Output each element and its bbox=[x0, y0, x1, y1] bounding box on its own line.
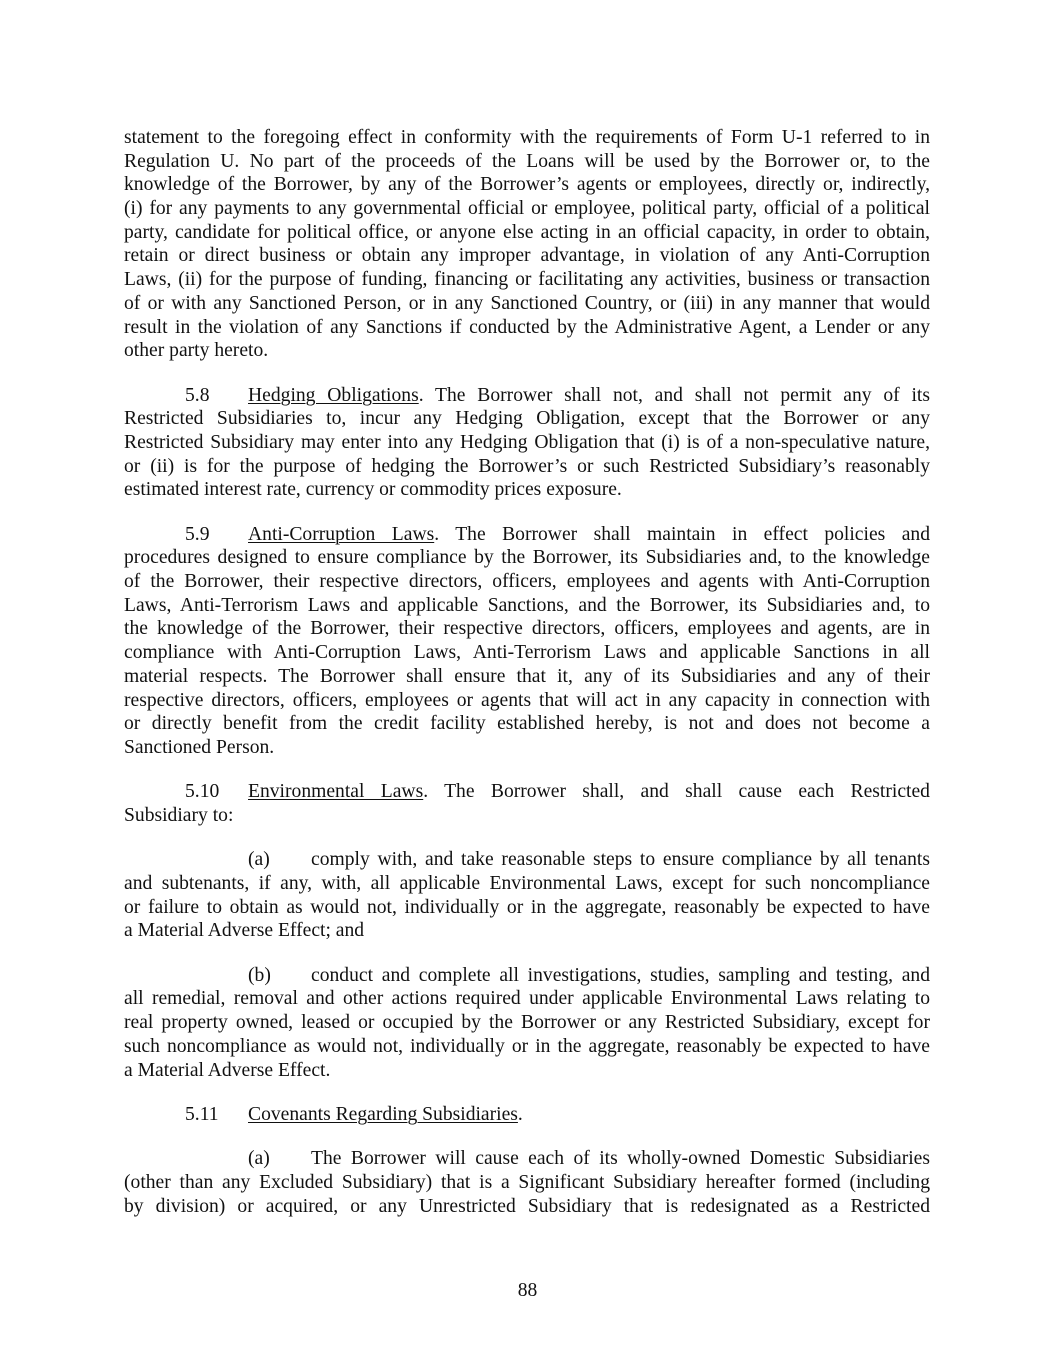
line-text: The Borrower will cause each of its wholly-owned Domestic Subsidiaries bbox=[311, 1148, 930, 1170]
clause-label: (a) bbox=[248, 849, 270, 871]
text-line bbox=[124, 1103, 930, 1127]
text-line bbox=[124, 523, 930, 547]
section-heading: Hedging Obligations bbox=[248, 384, 419, 406]
text-line: the knowledge of the Borrower, their respective directors, officers, employees and agents, are in bbox=[124, 618, 930, 640]
text-line: material respects. The Borrower shall ensure that it, any of its Subsidiaries and any of their bbox=[124, 665, 930, 687]
section-heading: Anti-Corruption Laws bbox=[248, 523, 435, 545]
text-line: result in the violation of any Sanctions if conducted by the Administrative Agent, a Lender or any bbox=[124, 316, 930, 338]
body-paragraph bbox=[124, 126, 930, 363]
text-line: procedures designed to ensure compliance by the Borrower, its Subsidiaries and, to the knowledge bbox=[124, 547, 930, 569]
text-line bbox=[124, 780, 930, 804]
text-line bbox=[124, 964, 930, 988]
line-text: . bbox=[517, 1103, 523, 1125]
clause-paragraph bbox=[124, 964, 930, 1082]
text-line: other party hereto. bbox=[124, 340, 269, 362]
document-body bbox=[124, 126, 930, 1239]
clause-label: (a) bbox=[248, 1148, 270, 1170]
text-line: estimated interest rate, currency or commodity prices exposure. bbox=[124, 479, 622, 501]
text-line: or (ii) is for the purpose of hedging the Borrower’s or such Restricted Subsidiary’s reasonably bbox=[124, 455, 930, 477]
text-line: (i) for any payments to any governmental official or employee, political party, official of a political bbox=[124, 198, 930, 220]
line-text: comply with, and take reasonable steps to ensure compliance by all tenants bbox=[311, 849, 930, 871]
text-line bbox=[124, 1147, 930, 1171]
section-heading-line bbox=[248, 524, 930, 545]
text-line: respective directors, officers, employees or agents that will act in any capacity in connection with bbox=[124, 689, 930, 711]
text-line: a Material Adverse Effect; and bbox=[124, 920, 365, 942]
text-line: (other than any Excluded Subsidiary) that is a Significant Subsidiary hereafter formed (including bbox=[124, 1171, 930, 1193]
text-line: Subsidiary to: bbox=[124, 804, 234, 826]
text-line: a Material Adverse Effect. bbox=[124, 1059, 331, 1081]
line-text: conduct and complete all investigations, studies, sampling and testing, and bbox=[311, 964, 930, 986]
line-text: . The Borrower shall maintain in effect policies and bbox=[434, 523, 930, 545]
text-line: party, candidate for political office, or anyone else acting in an official capacity, in order to obtain, bbox=[124, 221, 930, 243]
section-heading-line bbox=[248, 1104, 523, 1125]
section-number: 5.11 bbox=[185, 1103, 219, 1125]
section-number: 5.8 bbox=[185, 384, 210, 406]
text-line: all remedial, removal and other actions required under applicable Environmental Laws relating to bbox=[124, 988, 930, 1010]
text-line: of or with any Sanctioned Person, or in any Sanctioned Country, or (iii) in any manner that would bbox=[124, 292, 930, 314]
section-5-10 bbox=[124, 780, 930, 827]
text-line: or failure to obtain as would not, individually or in the aggregate, reasonably be expected to have bbox=[124, 896, 930, 918]
clause-label: (b) bbox=[248, 964, 271, 986]
section-heading-line bbox=[248, 385, 930, 406]
text-line: statement to the foregoing effect in conformity with the requirements of Form U-1 referred to in bbox=[124, 127, 930, 148]
clause-paragraph bbox=[124, 848, 930, 943]
text-line: Sanctioned Person. bbox=[124, 736, 275, 758]
text-line: Restricted Subsidiary may enter into any Hedging Obligation that (i) is of a non-speculative nature, bbox=[124, 431, 930, 453]
text-line: Regulation U. No part of the proceeds of the Loans will be used by the Borrower or, to the bbox=[124, 150, 930, 172]
text-line: and subtenants, if any, with, all applicable Environmental Laws, except for such noncompliance bbox=[124, 873, 930, 894]
section-5-9 bbox=[124, 523, 930, 760]
section-number: 5.9 bbox=[185, 523, 210, 545]
section-5-8 bbox=[124, 384, 930, 502]
section-heading-line bbox=[248, 781, 930, 802]
clause-paragraph bbox=[124, 1147, 930, 1218]
text-line: such noncompliance as would not, individually or in the aggregate, reasonably be expected to have bbox=[124, 1035, 930, 1057]
text-line: compliance with Anti-Corruption Laws, Anti-Terrorism Laws and applicable Sanctions in all bbox=[124, 642, 930, 664]
line-text: . The Borrower shall not, and shall not permit any of its bbox=[418, 384, 930, 406]
section-number: 5.10 bbox=[185, 781, 220, 803]
text-line: knowledge of the Borrower, by any of the Borrower’s agents or employees, directly or, indirectly, bbox=[124, 174, 930, 196]
text-line bbox=[124, 384, 930, 408]
text-line: Restricted Subsidiaries to, incur any Hedging Obligation, except that the Borrower or any bbox=[124, 408, 930, 430]
page-number: 88 bbox=[517, 1280, 538, 1301]
text-line: retain or direct business or obtain any improper advantage, in violation of any Anti-Corruption bbox=[124, 245, 930, 267]
text-line: Laws, Anti-Terrorism Laws and applicable Sanctions, and the Borrower, its Subsidiaries and, to bbox=[124, 594, 930, 616]
section-heading: Environmental Laws bbox=[248, 781, 424, 803]
line-text: . The Borrower shall, and shall cause each Restricted bbox=[423, 781, 930, 803]
text-line: Laws, (ii) for the purpose of funding, financing or facilitating any activities, business or transaction bbox=[124, 269, 930, 291]
text-line bbox=[124, 848, 930, 872]
text-line: real property owned, leased or occupied by the Borrower or any Restricted Subsidiary, except for bbox=[124, 1012, 930, 1034]
text-line: by division) or acquired, or any Unrestricted Subsidiary that is redesignated as a Restricted bbox=[124, 1195, 930, 1217]
section-5-11 bbox=[124, 1103, 930, 1127]
text-line: or directly benefit from the credit facility established hereby, is not and does not become a bbox=[124, 713, 930, 735]
text-line: of the Borrower, their respective directors, officers, employees and agents with Anti-Corruption bbox=[124, 571, 930, 593]
section-heading: Covenants Regarding Subsidiaries bbox=[248, 1103, 518, 1125]
